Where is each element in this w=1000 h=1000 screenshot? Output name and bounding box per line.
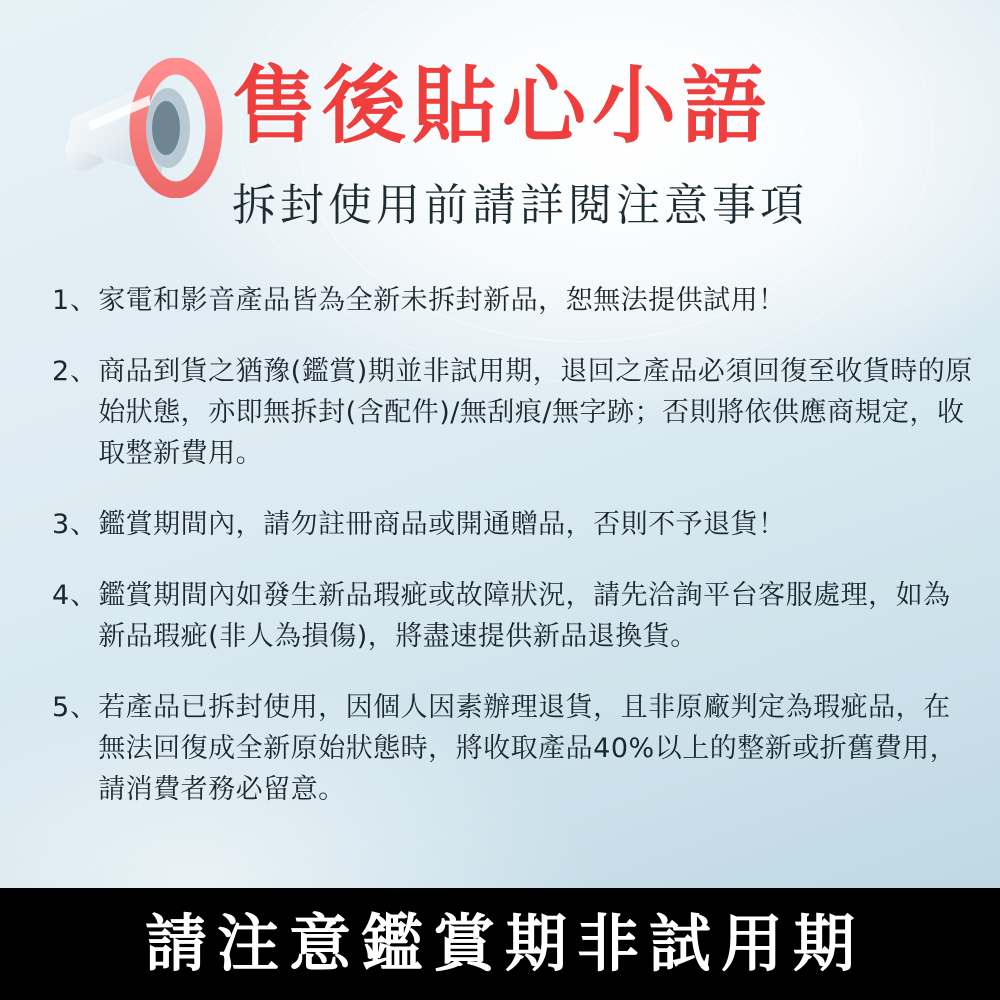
list-item (0, 575, 1000, 657)
list-item (0, 504, 1000, 545)
footer-banner (0, 888, 1000, 1000)
list-item-text: 商品到貨之猶豫(鑑賞)期並非試用期，退回之產品必須回復至收貨時的原始狀態，亦即無拆封(含配件)/無刮痕/無字跡；否則將依供應商規定，收取整新費用。 (98, 356, 973, 469)
list-item-number: 1、 (52, 285, 99, 316)
list-item-text: 家電和影音產品皆為全新未拆封新品，恕無法提供試用！ (98, 285, 786, 316)
list-item-text: 鑑賞期間內如發生新品瑕疵或故障狀況，請先洽詢平台客服處理，如為新品瑕疵(非人為損傷)，將盡速提供新品退換貨。 (98, 580, 951, 652)
list-item-text: 若產品已拆封使用，因個人因素辦理退貨，且非原廠判定為瑕疵品，在無法回復成全新原始狀態時，將收取產品40%以上的整新或折舊費用，請消費者務必留意。 (98, 692, 958, 805)
list-item-number: 4、 (52, 580, 99, 611)
page-header (0, 0, 1000, 270)
page-title: 售後貼心小語 (232, 57, 773, 155)
list-item-number: 5、 (52, 692, 99, 723)
list-item (0, 351, 1000, 474)
footer-text: 請注意鑑賞期非試用期 (144, 907, 865, 980)
megaphone-icon (48, 58, 258, 198)
list-item-number: 2、 (52, 356, 99, 387)
list-item-number: 3、 (52, 509, 99, 540)
list-item-text: 鑑賞期間內，請勿註冊商品或開通贈品，否則不予退貨！ (98, 509, 786, 540)
page-subtitle: 拆封使用前請詳閱注意事項 (232, 180, 808, 231)
list-item (0, 687, 1000, 810)
notice-list (0, 280, 1000, 840)
list-item (0, 280, 1000, 321)
